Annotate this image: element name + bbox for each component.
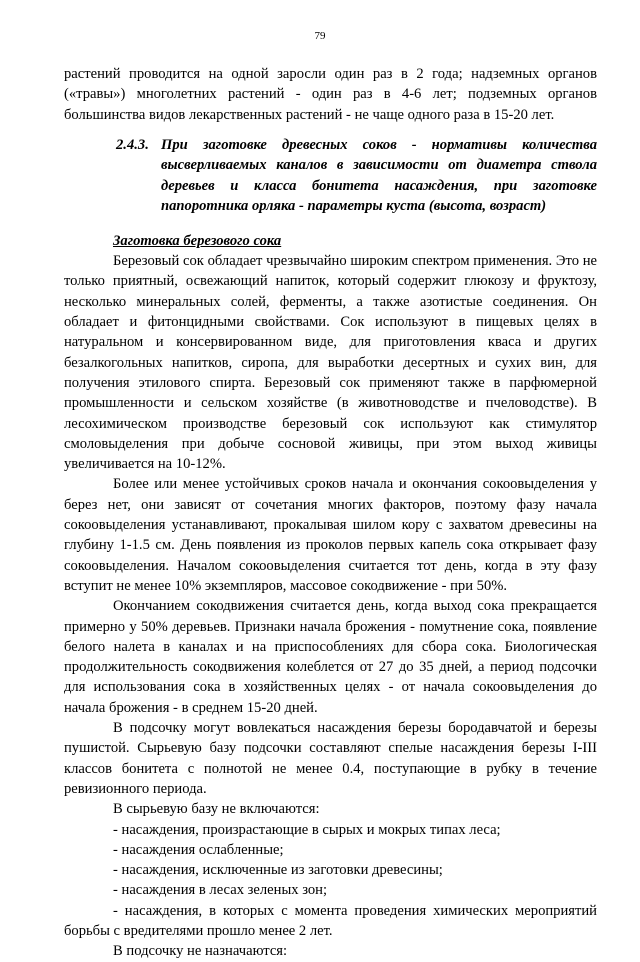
subheading: Заготовка березового сока <box>113 232 282 249</box>
section-heading <box>64 135 597 217</box>
page-number: 79 <box>314 30 326 42</box>
intro-paragraph: растений проводится на одной заросли один раз в 2 года; надземных органов («травы») многолетних растений - один раз в 4-6 лет; подземных органов большинства видов лекарственных растений - не чаще одного раза в 15-20 лет. <box>64 66 597 123</box>
paragraph-1: Березовый сок обладает чрезвычайно широким спектром применения. Это не только приятный, освежающий напиток, который содержит глюкозу и фруктозу, несколько минеральных солей, ферменты, а также азотистые соединения. Он обладает и фитонцидными свойствами. Сок используют в пищевых целях в натуральном и консервированном виде, для приготовления кваса и других безалкогольных напитков, сиропа, для выработки десертных и сухих вин, для получения этилового спирта. Березовый сок применяют также в парфюмерной промышленности и сельском хозяйстве (в животноводстве и пчеловодстве). В лесохимическом производстве березовый сок используют как стимулятор смоловыделения при добыче сосновой живицы, при этом выход живицы увеличивается на 10-12%. <box>64 253 597 473</box>
list-item: - насаждения ослабленные; <box>113 841 284 858</box>
paragraph-5: В сырьевую базу не включаются: <box>113 801 320 818</box>
list-item: - насаждения, исключенные из заготовки древесины; <box>113 862 443 879</box>
paragraph-2: Более или менее устойчивых сроков начала и окончания сокоовыделения у берез нет, они зависят от сочетания многих факторов, поэтому фазу начала сокоовыделения устанавливают, прокалывая шилом кору с захватом древесины на глубину 1-1.5 см. День появления из проколов первых капель сока открывает фазу сокоовыделения. Началом сокоовыделения считается тот день, когда в эту фазу вступит не менее 10% экземпляров, массовое сокодвижение - при 50%. <box>64 476 597 594</box>
list-item: - насаждения, в которых с момента проведения химических мероприятий борьбы с вредителями прошло менее 2 лет. <box>64 902 597 939</box>
list-item: - насаждения, произрастающие в сырых и мокрых типах леса; <box>113 821 501 838</box>
closing-paragraph: В подсочку не назначаются: <box>113 943 288 960</box>
section-number: 2.4.3. <box>116 136 149 153</box>
section-title: При заготовке древесных соков - нормативы количества высверливаемых каналов в зависимости от диаметра ствола деревьев и класса бонитета насаждения, при заготовке папоротника орляка - параметры куста (высота, возраст) <box>161 136 597 215</box>
page-content <box>64 64 597 962</box>
paragraph-3: Окончанием сокодвижения считается день, когда выход сока прекращается примерно у 50% деревьев. Признаки начала брожения - помутнение сока, появление белого налета в каналах и на приспособлениях для сбора сока. Биологическая продолжительность сокодвижения колеблется от 27 до 35 дней, а период подсочки для использования сока в хозяйственных целях - от начала сокоовыделения до начала брожения - в среднем 15-20 дней. <box>64 598 597 716</box>
paragraph-4: В подсочку могут вовлекаться насаждения березы бородавчатой и березы пушистой. Сырьевую базу подсочки составляют спелые насаждения березы I-III классов бонитета с полнотой не менее 0.4, поступающие в рубку в течение ревизионного периода. <box>64 720 597 797</box>
list-item: - насаждения в лесах зеленых зон; <box>113 882 328 899</box>
